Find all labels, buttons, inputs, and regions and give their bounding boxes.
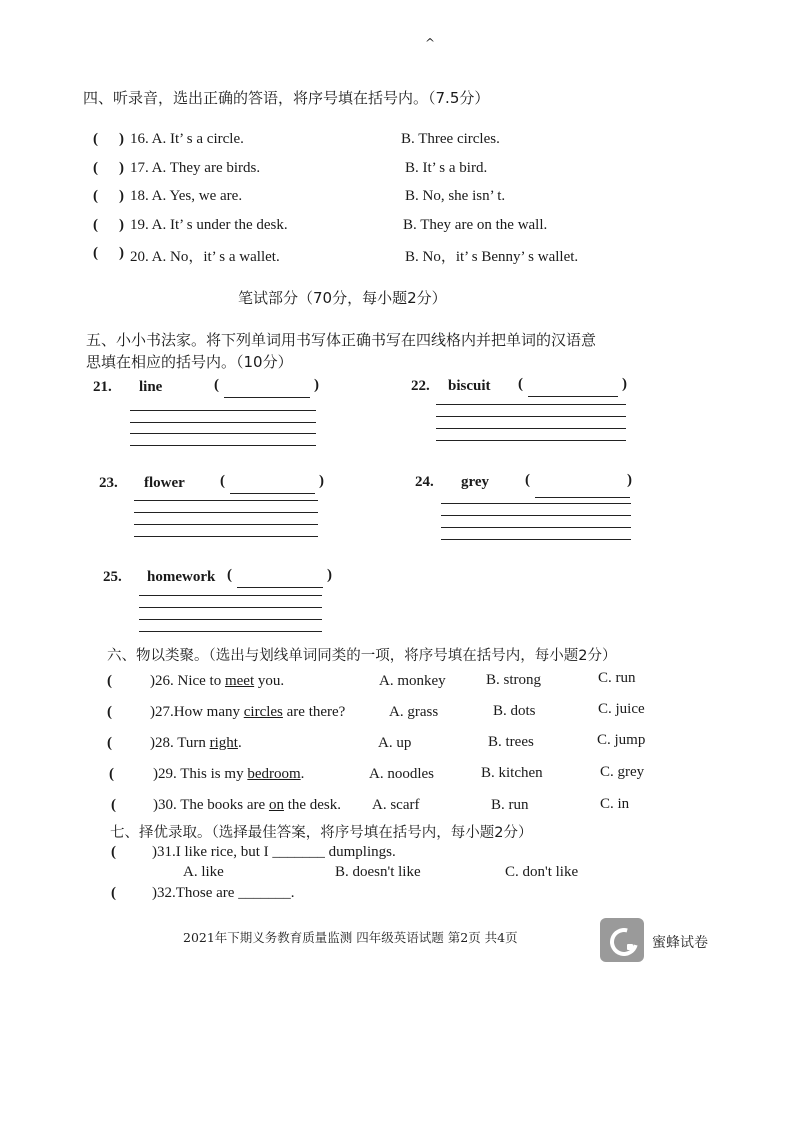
- answer-bracket-open: (: [93, 245, 98, 261]
- grid-line: [134, 512, 318, 513]
- question-pre: )30. The books are: [153, 797, 269, 813]
- meaning-bracket-close: ): [622, 376, 627, 392]
- answer-bracket-close: ): [119, 245, 124, 261]
- answer-bracket-open: (: [111, 844, 116, 860]
- meaning-bracket-open: (: [518, 376, 523, 392]
- option-b: B. kitchen: [481, 765, 543, 781]
- option-a: A. grass: [389, 704, 439, 720]
- grid-line: [436, 416, 626, 417]
- page-footer: 2021年下期义务教育质量监测 四年级英语试题 第2页 共4页: [183, 930, 518, 945]
- grid-line: [436, 428, 626, 429]
- handwriting-word: line: [139, 379, 163, 395]
- section5-title-line2: 思填在相应的括号内。（10分）: [86, 353, 293, 371]
- grid-line: [441, 527, 631, 528]
- underlined-word: right: [209, 735, 238, 751]
- grid-line: [441, 515, 631, 516]
- underlined-word: bedroom: [247, 766, 301, 782]
- grid-line: [139, 619, 322, 620]
- option-b: B. doesn't like: [335, 864, 421, 880]
- question-pre: )28. Turn: [150, 735, 210, 751]
- option-b: B. run: [491, 797, 529, 813]
- question-post: .: [237, 735, 242, 751]
- meaning-bracket-open: (: [227, 567, 232, 583]
- meaning-bracket-close: ): [627, 472, 632, 488]
- grid-line: [441, 539, 631, 540]
- meaning-bracket-close: ): [327, 567, 332, 583]
- underlined-word: meet: [224, 673, 255, 689]
- answer-bracket-close: ): [119, 217, 124, 233]
- grid-line: [436, 404, 626, 405]
- item-number: 21.: [93, 379, 112, 395]
- question-text: 19. A. It’ s under the desk.: [130, 217, 288, 233]
- option-a: A. up: [378, 735, 412, 751]
- underlined-word: on: [268, 797, 284, 813]
- answer-bracket-open: (: [107, 673, 112, 689]
- meaning-bracket-close: ): [319, 473, 324, 489]
- meaning-blank: [230, 493, 315, 494]
- top-mark: ^: [425, 36, 436, 50]
- written-part-heading: 笔试部分（70分，每小题2分）: [238, 289, 447, 307]
- bee-exam-logo-icon: [600, 918, 644, 962]
- handwriting-word: flower: [144, 475, 185, 491]
- item-number: 24.: [415, 474, 434, 490]
- question-post: the desk.: [283, 797, 342, 813]
- answer-bracket-close: ): [119, 160, 124, 176]
- grid-line: [441, 503, 631, 504]
- section5-title-line1: 五、小小书法家。将下列单词用书写体正确书写在四线格内并把单词的汉语意: [86, 331, 597, 349]
- question-32: )32.Those are _______.: [152, 885, 295, 901]
- grid-line: [134, 500, 318, 501]
- meaning-bracket-open: (: [214, 377, 219, 393]
- question-31: )31.I like rice, but I _______ dumplings.: [152, 844, 396, 860]
- option-b: B. They are on the wall.: [403, 217, 548, 233]
- grid-line: [130, 422, 316, 423]
- meaning-bracket-close: ): [314, 377, 319, 393]
- brand-text: 蜜蜂试卷: [652, 935, 708, 951]
- underlined-word: circles: [243, 704, 283, 720]
- grid-line: [139, 631, 322, 632]
- option-b: B. No, she isn’ t.: [405, 188, 506, 204]
- handwriting-word: homework: [147, 569, 216, 585]
- question-text: [153, 766, 304, 783]
- meaning-bracket-open: (: [525, 472, 530, 488]
- question-text: 16. A. It’ s a circle.: [130, 131, 244, 147]
- option-c: C. in: [600, 796, 630, 812]
- question-text: [150, 673, 284, 690]
- option-b: B. It’ s a bird.: [405, 160, 488, 176]
- option-c: C. grey: [600, 764, 645, 780]
- answer-bracket-open: (: [93, 160, 98, 176]
- meaning-blank: [237, 587, 323, 588]
- answer-bracket-open: (: [111, 797, 116, 813]
- answer-bracket-open: (: [111, 885, 116, 901]
- answer-bracket-open: (: [93, 188, 98, 204]
- option-b: B. No，it’ s Benny’ s wallet.: [405, 249, 579, 265]
- option-c: C. don't like: [505, 864, 579, 880]
- option-a: A. like: [183, 864, 224, 880]
- option-c: C. jump: [597, 732, 646, 748]
- grid-line: [139, 607, 322, 608]
- question-post: you.: [254, 673, 285, 689]
- handwriting-word: grey: [461, 474, 490, 490]
- answer-bracket-open: (: [93, 217, 98, 233]
- section6-title: 六、物以类聚。（选出与划线单词同类的一项，将序号填在括号内，每小题2分）: [107, 648, 617, 664]
- answer-bracket-open: (: [107, 735, 112, 751]
- question-text: [150, 735, 242, 752]
- option-a: A. noodles: [369, 766, 434, 782]
- answer-bracket-close: ): [119, 131, 124, 147]
- option-b: B. strong: [486, 672, 542, 688]
- answer-bracket-open: (: [107, 704, 112, 720]
- grid-line: [436, 440, 626, 441]
- answer-bracket-open: (: [93, 131, 98, 147]
- option-a: A. scarf: [372, 797, 420, 813]
- grid-line: [134, 536, 318, 537]
- option-c: C. juice: [598, 701, 645, 717]
- meaning-blank: [528, 396, 618, 397]
- grid-line: [130, 433, 316, 434]
- question-pre: )26. Nice to: [150, 673, 225, 689]
- question-text: [150, 704, 345, 721]
- section7-title: 七、择优录取。（选择最佳答案，将序号填在括号内，每小题2分）: [110, 825, 533, 841]
- grid-line: [139, 595, 322, 596]
- option-b: B. trees: [488, 734, 534, 750]
- question-text: [153, 797, 341, 814]
- meaning-blank: [224, 397, 310, 398]
- question-post: are there?: [282, 704, 346, 720]
- question-post: .: [300, 766, 305, 782]
- question-pre: )27.How many: [150, 704, 244, 720]
- handwriting-word: biscuit: [448, 378, 491, 394]
- item-number: 25.: [103, 569, 122, 585]
- option-c: C. run: [598, 670, 636, 686]
- answer-bracket-open: (: [109, 766, 114, 782]
- option-b: B. Three circles.: [401, 131, 500, 147]
- question-text: 20. A. No，it’ s a wallet.: [130, 249, 280, 265]
- item-number: 22.: [411, 378, 430, 394]
- option-b: B. dots: [493, 703, 536, 719]
- question-pre: )29. This is my: [153, 766, 248, 782]
- grid-line: [134, 524, 318, 525]
- answer-bracket-close: ): [119, 188, 124, 204]
- meaning-blank: [535, 497, 630, 498]
- section4-title: 四、听录音，选出正确的答语，将序号填在括号内。（7.5分）: [83, 89, 490, 107]
- question-text: 18. A. Yes, we are.: [130, 188, 243, 204]
- grid-line: [130, 445, 316, 446]
- item-number: 23.: [99, 475, 118, 491]
- meaning-bracket-open: (: [220, 473, 225, 489]
- option-a: A. monkey: [379, 673, 446, 689]
- grid-line: [130, 410, 316, 411]
- question-text: 17. A. They are birds.: [130, 160, 261, 176]
